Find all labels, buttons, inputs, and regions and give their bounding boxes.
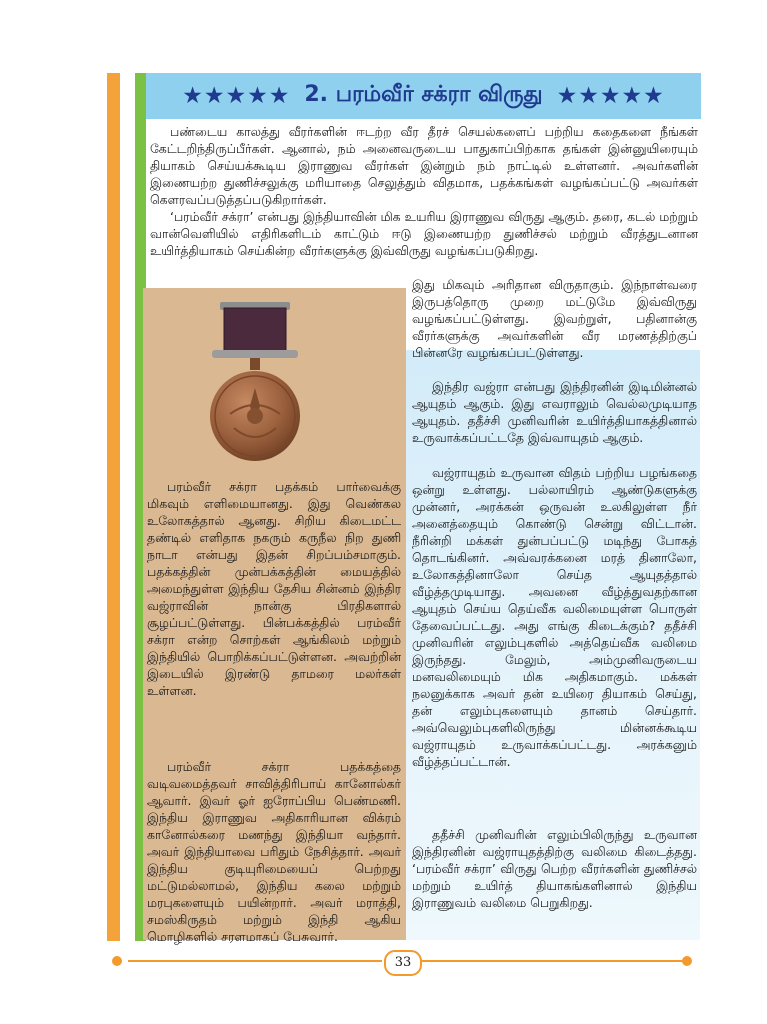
footer-dot-right: [682, 956, 692, 966]
left-paragraph-2: பரம்வீர் சக்ரா பதக்கத்தை வடிவமைத்தவர் சாவித்திரிபாய் கானோல்கர் ஆவார். இவர் ஓர் ஐரோப்பிய பெண்மணி. இந்திய இராணுவ அதிகாரியான விக்ரம் கானோல்கரை மணந்து இந்தியா வந்தார். அவர் இந்தியாவை பரிதும் நேசித்தார். அவர் இந்திய குடியுரிமையைப் பெற்றது மட்டுமல்லாமல், இந்திய கலை மற்றும் மரபுகளையும் பயின்றார். அவர் மராத்தி, சமஸ்கிருதம் மற்றும் இந்தி ஆகிய மொழிகளில் சரளமாகப் பேசுவார்.: [147, 759, 401, 944]
medal-icon: [200, 296, 310, 466]
footer-line-left: [128, 960, 382, 962]
left-orange-margin-bar: [107, 73, 120, 941]
star-icon-group-right: ★★★★★: [556, 83, 665, 109]
page-number: 33: [384, 950, 422, 976]
right-paragraph-1: இது மிகவும் அரிதான விருதாகும். இந்நாள்வரை இருபத்தொரு முறை மட்டுமே இவ்விருது வழங்கப்பட்டுள்ளது. இவற்றுள், பதினான்கு வீரர்களுக்கு அவர்களின் வீர மரணத்திற்குப் பின்னரே வழங்கப்பட்டுள்ளது.: [412, 277, 697, 360]
footer-dot-left: [112, 956, 122, 966]
chapter-title: 2. பரம்வீர் சக்ரா விருது: [304, 82, 543, 107]
star-icon-group-left: ★★★★★: [182, 83, 291, 109]
intro-paragraph-2: ‘பரம்வீர் சக்ரா’ என்பது இந்தியாவின் மிக உயரிய இராணுவ விருது ஆகும். தரை, கடல் மற்றும் வான்வெளியில் எதிரிகளிடம் காட்டும் ஈடு இணையற்ற துணிச்சல் மற்றும் வீரத்துடனான உயிர்த்தியாகம் செய்கின்ற வீரர்களுக்கு இவ்விருது வழங்கப்படுகிறது.: [150, 209, 698, 258]
right-paragraph-3: வஜ்ராயுதம் உருவான விதம் பற்றிய பழங்கதை ஒன்று உள்ளது. பல்லாயிரம் ஆண்டுகளுக்கு முன்னர், அரக்கன் ஒருவன் உலகிலுள்ள நீர் அனைத்தையும் கொண்டு சென்று விட்டான். நீரின்றி மக்கள் துன்பப்பட்டு மடிந்து போகத் தொடங்கினர். அவ்வரக்கனை மரத் தினாலோ, உலோகத்தினாலோ செய்த ஆயுதத்தால் வீழ்த்தமுடியாது. அவனை வீழ்த்துவதற்கான ஆயுதம் செய்ய தெய்வீக வலிமையுள்ள பொருள் தேவைப்பட்டது. அது எங்கு கிடைக்கும்? ததீச்சி முனிவரின் எலும்புகளில் அத்தெய்வீக வலிமை இருந்தது. மேலும், அம்முனிவருடைய மனவலிமையும் மிக அதிகமாகும். மக்கள் நலனுக்காக அவர் தன் உயிரை தியாகம் செய்து, தன் எலும்புகளையும் தானம் செய்தார். அவ்வெலும்புகளிலிருந்து மின்னக்கூடிய வஜ்ராயுதம் உருவாக்கப்பட்டது. அரக்கனும் வீழ்த்தப்பட்டான்.: [412, 465, 697, 769]
chapter-title-band: [146, 73, 701, 119]
right-paragraph-2: இந்திர வஜ்ரா என்பது இந்திரனின் இடிமின்னல் ஆயுதம் ஆகும். இது எவராலும் வெல்லமுடியாத ஆயுதம். ததீச்சி முனிவரின் உயிர்த்தியாகத்தினால் உருவாக்கப்பட்டதே இவ்வாயுதம் ஆகும்.: [412, 379, 697, 445]
intro-paragraph-1: பண்டைய காலத்து வீரர்களின் ஈடற்ற வீர தீரச் செயல்களைப் பற்றிய கதைகளை நீங்கள் கேட்டறிந்திருப்பீர்கள். ஆனால், நம் அனைவருடைய பாதுகாப்பிற்காக தங்கள் இன்னுயிரையும் தியாகம் செய்யக்கூடிய இராணுவ வீரர்கள் இன்றும் நம் நாட்டில் உள்ளனர். அவர்களின் இணையற்ற துணிச்சலுக்கு மரியாதை செலுத்தும் விதமாக, பதக்கங்கள் வழங்கப்பட்டு அவர்கள் கௌரவப்படுத்தப்படுகிறார்கள்.: [150, 124, 698, 207]
left-paragraph-1: பரம்வீர் சக்ரா பதக்கம் பார்வைக்கு மிகவும் எளிமையானது. இது வெண்கல உலோகத்தால் ஆனது. சிறிய கிடைமட்ட தண்டில் எளிதாக நகரும் கருநீல நிற துணி நாடா என்பது இதன் சிறப்பம்சமாகும். பதக்கத்தின் முன்பக்கத்தின் மையத்தில் அமைந்துள்ள இந்திய தேசிய சின்னம் இந்திர வஜ்ராவின் நான்கு பிரதிகளால் சூழப்பட்டுள்ளது. பின்பக்கத்தில் பரம்வீர் சக்ரா என்ற சொற்கள் ஆங்கிலம் மற்றும் இந்தியில் பொறிக்கப்பட்டுள்ளன. அவற்றின் இடையில் இரண்டு தாமரை மலர்கள் உள்ளன.: [147, 479, 401, 698]
right-paragraph-4: ததீச்சி முனிவரின் எலும்பிலிருந்து உருவான இந்திரனின் வஜ்ராயுதத்திற்கு வலிமை கிடைத்தது. ‘பரம்வீர் சக்ரா’ விருது பெற்ற வீரர்களின் துணிச்சல் மற்றும் உயிர்த் தியாகங்களினால் இந்திய இராணுவம் வலிமை பெறுகிறது.: [412, 827, 697, 910]
param-vir-chakra-medal-image: [200, 296, 310, 466]
footer-line-right: [422, 960, 688, 962]
